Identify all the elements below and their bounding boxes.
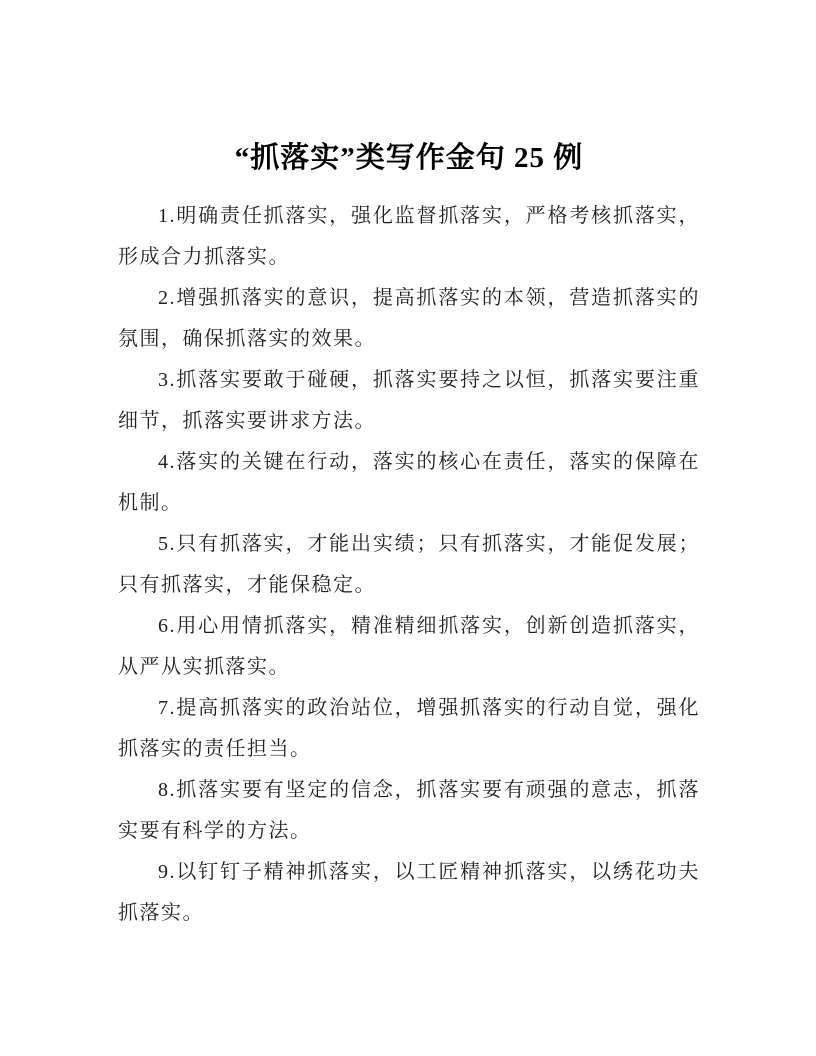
paragraph-1: 1.明确责任抓落实，强化监督抓落实，严格考核抓落实，形成合力抓落实。 [118, 205, 700, 268]
paragraph-3: 3.抓落实要敢于碰硬，抓落实要持之以恒，抓落实要注重细节，抓落实要讲求方法。 [118, 369, 700, 432]
paragraph-8: 8.抓落实要有坚定的信念，抓落实要有顽强的意志，抓落实要有科学的方法。 [118, 779, 700, 842]
paragraph-6: 6.用心用情抓落实，精准精细抓落实，创新创造抓落实，从严从实抓落实。 [118, 615, 700, 678]
paragraph-7: 7.提高抓落实的政治站位，增强抓落实的行动自觉，强化抓落实的责任担当。 [118, 697, 700, 760]
paragraph-5: 5.只有抓落实，才能出实绩；只有抓落实，才能促发展；只有抓落实，才能保稳定。 [118, 533, 700, 596]
paragraph-9: 9.以钉钉子精神抓落实，以工匠精神抓落实，以绣花功夫抓落实。 [118, 861, 700, 924]
page-title: “抓落实”类写作金句 25 例 [234, 142, 584, 174]
paragraph-4: 4.落实的关键在行动，落实的核心在责任，落实的保障在机制。 [118, 451, 700, 514]
document-content [118, 138, 700, 934]
paragraph-2: 2.增强抓落实的意识，提高抓落实的本领，营造抓落实的氛围，确保抓落实的效果。 [118, 287, 700, 350]
